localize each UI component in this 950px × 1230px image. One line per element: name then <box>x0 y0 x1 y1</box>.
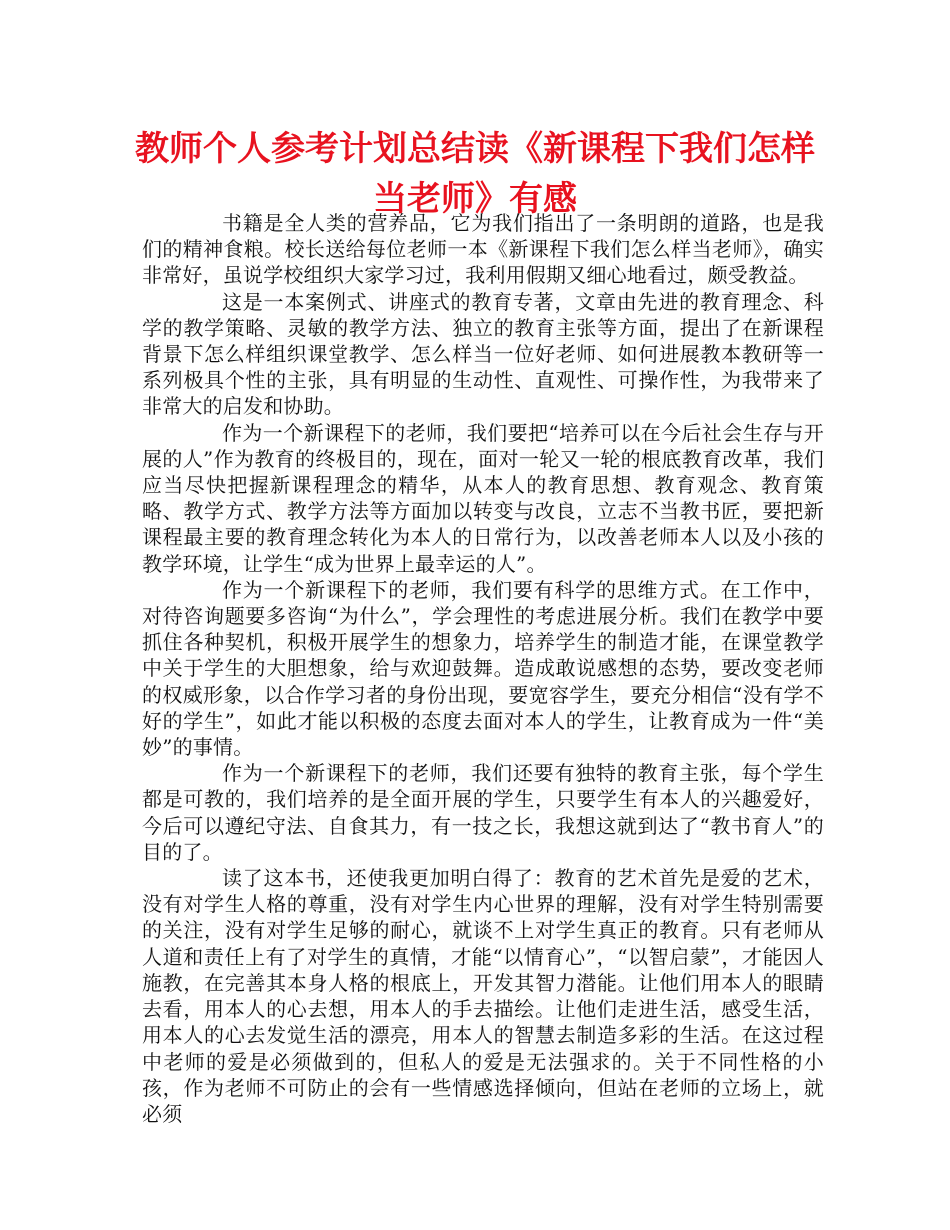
paragraph-5: 作为一个新课程下的老师，我们还要有独特的教育主张，每个学生都是可教的，我们培养的是全面开展的学生，只要学生有本人的兴趣爱好，今后可以遵纪守法、自食其力，有一技之长，我想这就到达了“教书育人”的目的了。 <box>142 761 824 864</box>
paragraph-1: 书籍是全人类的营养品，它为我们指出了一条明朗的道路，也是我们的精神食粮。校长送给每位老师一本《新课程下我们怎么样当老师》，确实非常好，虽说学校组织大家学习过，我利用假期又细心地看过，颇受教益。 <box>142 211 824 288</box>
paragraph-3: 作为一个新课程下的老师，我们要把“培养可以在今后社会生存与开展的人”作为教育的终极目的，现在，面对一轮又一轮的根底教育改革，我们应当尽快把握新课程理念的精华，从本人的教育思想、教育观念、教育策略、教学方式、教学方法等方面加以转变与改良，立志不当教书匠，要把新课程最主要的教育理念转化为本人的日常行为，以改善老师本人以及小孩的教学环境，让学生“成为世界上最幸运的人”。 <box>142 420 824 576</box>
document-body <box>142 210 824 1127</box>
document-title: 教师个人参考计划总结读《新课程下我们怎样当老师》有感 <box>135 129 815 219</box>
paragraph-2: 这是一本案例式、讲座式的教育专著，文章由先进的教育理念、科学的教学策略、灵敏的教学方法、独立的教育主张等方面，提出了在新课程背景下怎么样组织课堂教学、怎么样当一位好老师、如何进展教本教研等一系列极具个性的主张，具有明显的生动性、直观性、可操作性，为我带来了非常大的启发和协助。 <box>142 289 824 419</box>
paragraph-4: 作为一个新课程下的老师，我们要有科学的思维方式。在工作中，对待咨询题要多咨询“为什么”，学会理性的考虑进展分析。我们在教学中要抓住各种契机，积极开展学生的想象力，培养学生的制造才能，在课堂教学中关于学生的大胆想象，给与欢迎鼓舞。造成敢说感想的态势，要改变老师的权威形象，以合作学习者的身份出现，要宽容学生，要充分相信“没有学不好的学生”，如此才能以积极的态度去面对本人的学生，让教育成为一件“美妙”的事情。 <box>142 577 824 760</box>
paragraph-6: 读了这本书，还使我更加明白得了：教育的艺术首先是爱的艺术，没有对学生人格的尊重，没有对学生内心世界的理解，没有对学生特别需要的关注，没有对学生足够的耐心，就谈不上对学生真正的教育。只有老师从人道和责任上有了对学生的真情，才能“以情育心”，“以智启蒙”，才能因人施教，在完善其本身人格的根底上，开发其智力潜能。让他们用本人的眼睛去看，用本人的心去想，用本人的手去描绘。让他们走进生活，感受生活，用本人的心去发觉生活的漂亮，用本人的智慧去制造多彩的生活。在这过程中老师的爱是必须做到的，但私人的爱是无法强求的。关于不同性格的小孩，作为老师不可防止的会有一些情感选择倾向，但站在老师的立场上，就必须 <box>142 866 824 1126</box>
